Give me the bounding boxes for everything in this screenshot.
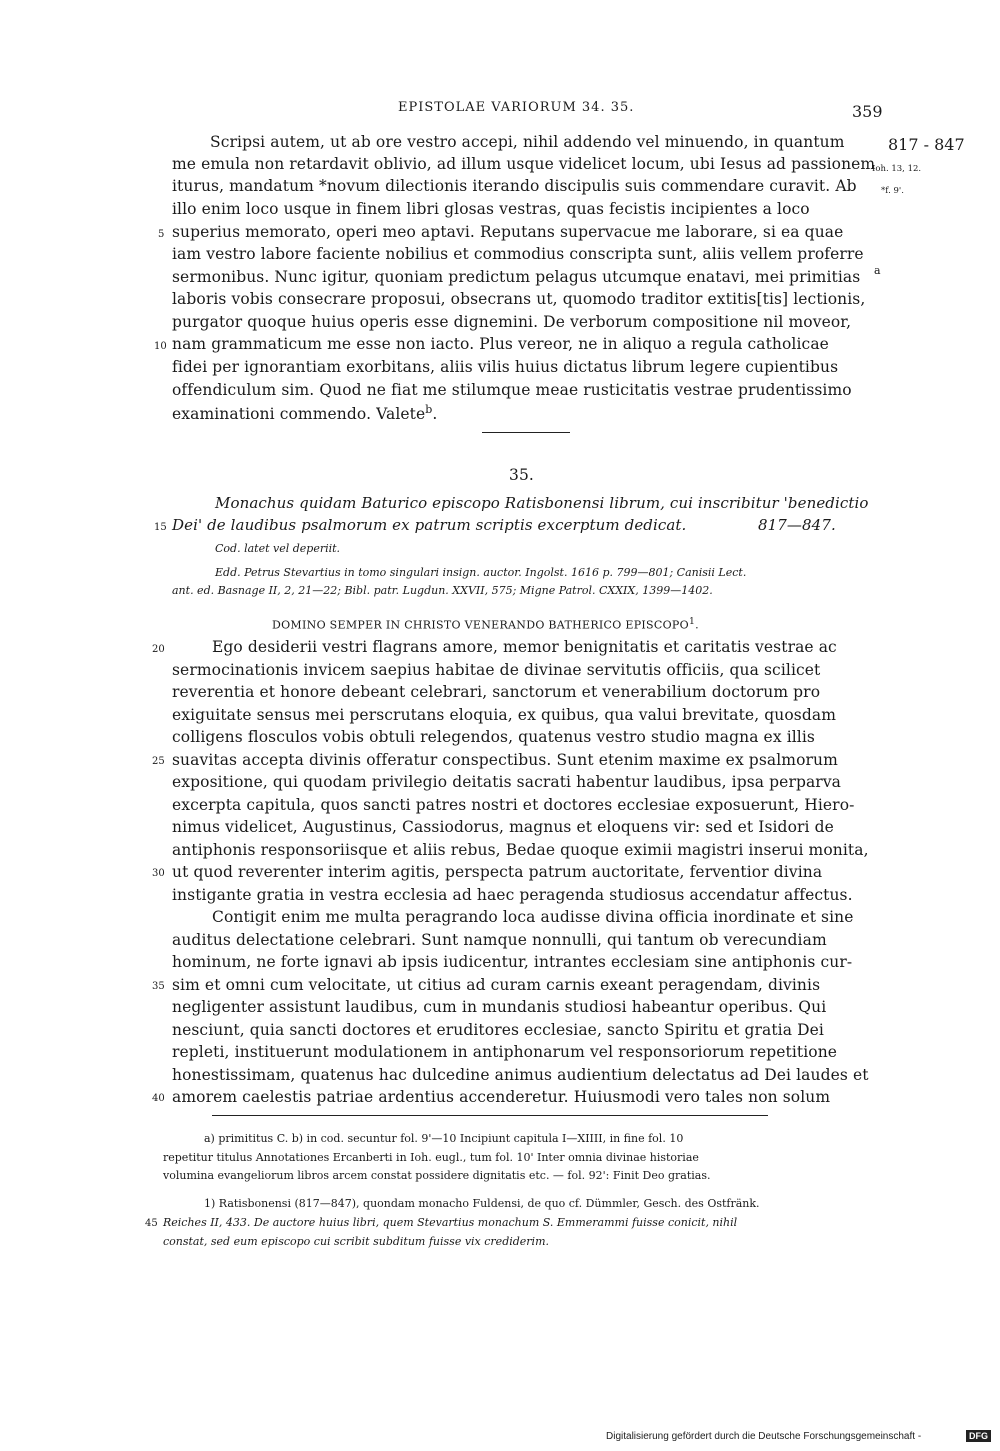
text-line: laboris vobis consecrare proposui, obsecrans ut, quomodo traditor extitis[tis] lectionis, bbox=[172, 290, 866, 308]
footnote-line: repetitur titulus Annotationes Ercanberti in Ioh. eugl., tum fol. 10' Inter omnia divinae historiae bbox=[163, 1151, 699, 1164]
dfg-logo: DFG bbox=[966, 1430, 991, 1442]
footnote-line: volumina evangeliorum libros arcem constat possidere dignitatis etc. — fol. 92': Finit Deo gratias. bbox=[163, 1169, 711, 1182]
margin-reference: Ioh. 13, 12. bbox=[872, 164, 922, 174]
summary-date: 817—847. bbox=[758, 516, 836, 534]
text-line: Scripsi autem, ut ab ore vestro accepi, nihil addendo vel minuendo, in quantum bbox=[210, 133, 845, 151]
text-line: auditus delectatione celebrari. Sunt namque nonnulli, qui tantum ob verecundiam bbox=[172, 931, 827, 949]
text-line: Contigit enim me multa peragrando loca audisse divina officia inordinate et sine bbox=[212, 908, 854, 926]
text-line: honestissimam, quatenus hac dulcedine animus audientium delectatus ad Dei laudes et bbox=[172, 1066, 869, 1084]
text-line: hominum, ne forte ignavi ab ipsis iudicentur, intrantes ecclesiam sine antiphonis cur- bbox=[172, 953, 853, 971]
text-line: amorem caelestis patriae ardentius accenderetur. Huiusmodi vero tales non solum bbox=[172, 1088, 831, 1106]
text-line: excerpta capitula, quos sancti patres nostri et doctores ecclesiae exposuerunt, Hiero- bbox=[172, 796, 855, 814]
footnote-line: constat, sed eum episcopo cui scribit subditum fuisse vix crediderim. bbox=[163, 1235, 550, 1248]
text-line: nam grammaticum me esse non iacto. Plus vereor, ne in aliquo a regula catholicae bbox=[172, 335, 829, 353]
line-number: 15 bbox=[154, 522, 167, 533]
text-line: sim et omni cum velocitate, ut citius ad curam carnis exeant peragendam, divinis bbox=[172, 976, 821, 994]
text-line: fidei per ignorantiam exorbitans, aliis vilis huius dictatus librum legere cupientibus bbox=[172, 358, 839, 376]
footnote-mark: b bbox=[425, 403, 433, 416]
text-line: antiphonis responsoriisque et aliis rebus, Bedae quoque eximii magistri inserui monita, bbox=[172, 841, 869, 859]
text-line: examinationi commendo. Valete$^b$. bbox=[172, 403, 438, 424]
editions-line: ant. ed. Basnage II, 2, 21—22; Bibl. patr. Lugdun. XXVII, 575; Migne Patrol. CXXIX, 1399—1402. bbox=[172, 584, 713, 597]
summary-line: Dei' de laudibus psalmorum ex patrum scriptis excerptum dedicat. bbox=[172, 516, 687, 534]
text-line: colligens flosculos vobis obtuli relegendos, quatenus vestro studio magna ex illis bbox=[172, 728, 815, 746]
text-line: superius memorato, operi meo aptavi. Reputans supervacue me laborare, si ea quae bbox=[172, 223, 844, 241]
line-number: 45 bbox=[145, 1218, 158, 1229]
digitization-notice: Digitalisierung gefördert durch die Deutsche Forschungsgemeinschaft - bbox=[606, 1431, 922, 1442]
line-number: 30 bbox=[152, 868, 165, 879]
text-line: suavitas accepta divinis offeratur conspectibus. Sunt etenim maxime ex psalmorum bbox=[172, 751, 838, 769]
letter-number: 35. bbox=[509, 466, 534, 484]
running-title: EPISTOLAE VARIORUM 34. 35. bbox=[398, 100, 635, 115]
text-line: nimus videlicet, Augustinus, Cassiodorus, magnus et eloquens vir: sed et Isidori de bbox=[172, 818, 834, 836]
footnote-line: Reiches II, 433. De auctore huius libri, quem Stevartius monachum S. Emmerammi fuisse conicit, nihil bbox=[163, 1216, 738, 1229]
text-line: reverentia et honore debeant celebrari, sanctorum et venerabilium doctorum pro bbox=[172, 683, 821, 701]
text-line: sermonibus. Nunc igitur, quoniam predictum pelagus utcumque enatavi, mei primitias bbox=[172, 268, 861, 286]
summary-line: Monachus quidam Baturico episcopo Ratisbonensi librum, cui inscribitur 'benedictio bbox=[215, 494, 869, 512]
line-number: 40 bbox=[152, 1093, 165, 1104]
text-line: offendiculum sim. Quod ne fiat me stilumque meae rusticitatis vestrae prudentissimo bbox=[172, 381, 852, 399]
text-line: nesciunt, quia sancti doctores et eruditores ecclesiae, sancto Spiritu et gratia Dei bbox=[172, 1021, 824, 1039]
page-number: 359 bbox=[852, 102, 883, 121]
text-line: iturus, mandatum *novum dilectionis iterando discipulis suis commendare curavit. Ab bbox=[172, 177, 857, 195]
footnote-line: 1) Ratisbonensi (817—847), quondam monacho Fuldensi, de quo cf. Dümmler, Gesch. des Ostfränk. bbox=[204, 1197, 760, 1210]
line-number: 35 bbox=[152, 981, 165, 992]
address-line: DOMINO SEMPER IN CHRISTO VENERANDO BATHERICO EPISCOPO$^1$. bbox=[272, 616, 699, 632]
text-line: illo enim loco usque in finem libri glosas vestras, quas fecistis incipientes a loco bbox=[172, 200, 810, 218]
line-number: 20 bbox=[152, 644, 165, 655]
text-line: ut quod reverenter interim agitis, perspecta patrum auctoritate, ferventior divina bbox=[172, 863, 823, 881]
line-number: 25 bbox=[152, 756, 165, 767]
text-line: expositione, qui quodam privilegio deitatis sacrati habentur laudibus, ipsa perparva bbox=[172, 773, 842, 791]
text-line: Ego desiderii vestri flagrans amore, memor benignitatis et caritatis vestrae ac bbox=[212, 638, 837, 656]
footnote-divider bbox=[212, 1115, 768, 1116]
editions-line: Edd. Petrus Stevartius in tomo singulari insign. auctor. Ingolst. 1616 p. 799—801; Canisii Lect. bbox=[215, 566, 747, 579]
footnote-mark: 1 bbox=[688, 616, 696, 627]
codex-note: Cod. latet vel deperiit. bbox=[215, 542, 341, 555]
margin-reference: *f. 9'. bbox=[881, 186, 904, 196]
footnote-mark: a bbox=[874, 264, 881, 277]
text-line: exiguitate sensus mei perscrutans eloquia, ex quibus, qua valui brevitate, quosdam bbox=[172, 706, 837, 724]
text-line: purgator quoque huius operis esse dignemini. De verborum compositione nil moveor, bbox=[172, 313, 852, 331]
text-line: negligenter assistunt laudibus, cum in mundanis studiosi habeantur operibus. Qui bbox=[172, 998, 827, 1016]
text-line: repleti, instituerunt modulationem in antiphonarum vel responsoriorum repetitione bbox=[172, 1043, 838, 1061]
line-number: 5 bbox=[158, 229, 165, 240]
section-divider bbox=[482, 432, 570, 433]
text-line: sermocinationis invicem saepius habitae de divinae servitutis officiis, qua scilicet bbox=[172, 661, 821, 679]
footnote-line: a) primititus C. b) in cod. secuntur fol. 9'—10 Incipiunt capitula I—XIIII, in fine fol. 10 bbox=[204, 1132, 684, 1145]
text-line: me emula non retardavit oblivio, ad illum usque videlicet locum, ubi Iesus ad passionem bbox=[172, 155, 876, 173]
margin-date: 817 - 847 bbox=[888, 135, 965, 154]
line-number: 10 bbox=[154, 341, 167, 352]
text-line: iam vestro labore faciente nobilius et commodius conscripta sunt, aliis vellem proferre bbox=[172, 245, 864, 263]
text-line: instigante gratia in vestra ecclesia ad haec peragenda studiosus accendatur affectus. bbox=[172, 886, 853, 904]
